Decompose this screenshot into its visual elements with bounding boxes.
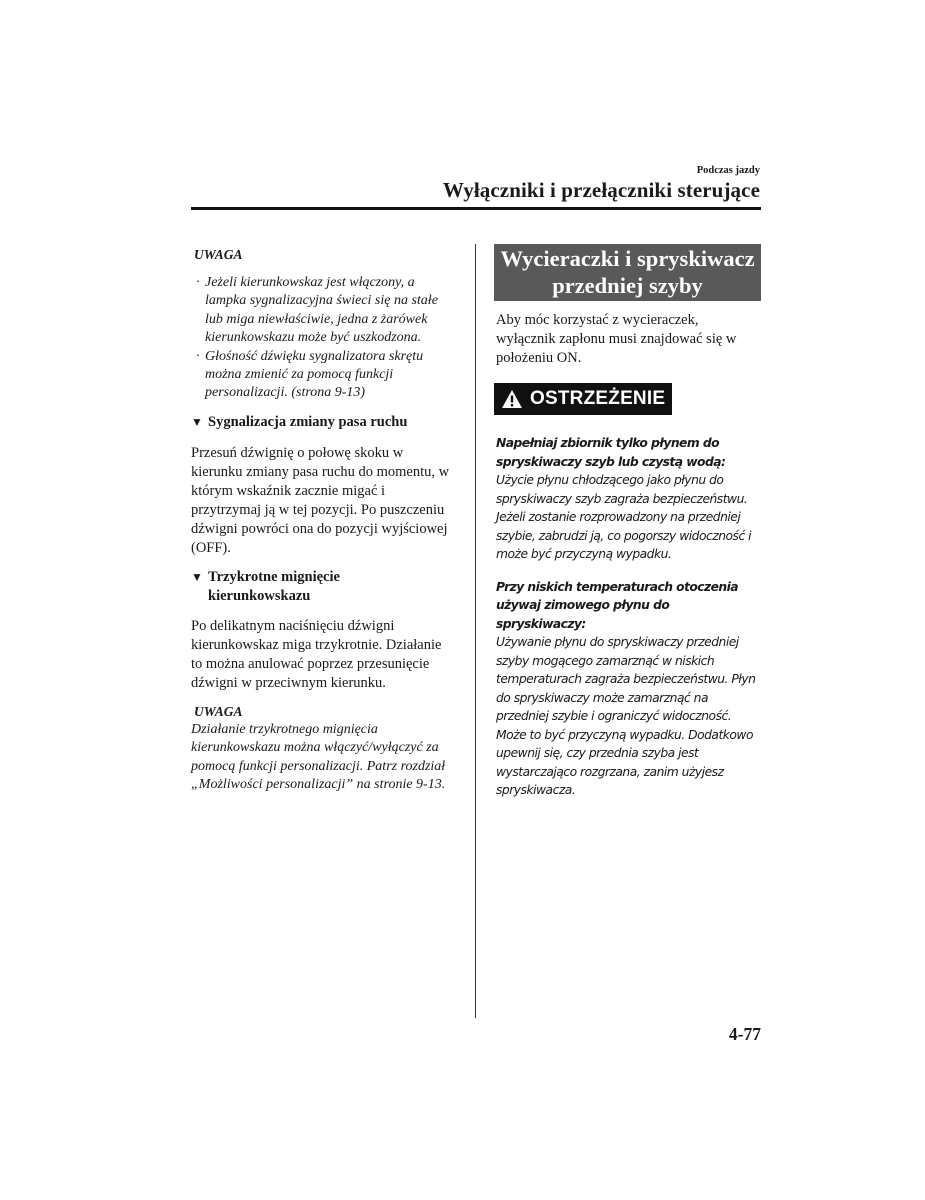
warning-badge bbox=[494, 383, 672, 415]
running-head: Podczas jazdy bbox=[696, 165, 760, 176]
note-bullet-list bbox=[196, 274, 453, 403]
warning-item-title: Napełniaj zbiornik tylko płynem do spryskiwaczy szyb lub czystą wodą: bbox=[496, 436, 726, 469]
section-heading-triple-flash: ▼ Trzykrotne mignięcie kierunkowskazu bbox=[191, 568, 340, 604]
note-label: UWAGA bbox=[194, 703, 243, 719]
warning-label: OSTRZEŻENIE bbox=[530, 388, 666, 409]
warning-item-title: Przy niskich temperaturach otoczenia używaj zimowego płynu do spryskiwaczy: bbox=[496, 579, 739, 631]
note-label: UWAGA bbox=[194, 247, 243, 262]
warning-item-text: Używanie płynu do spryskiwaczy przedniej szyby mogącego zamarznąć w niskich temperaturach zagraża bezpieczeństwu. Płyn do spryskiwaczy może zamarznąć na przedniej szybie i ograniczyć widoczność. Może to być przyczyną wypadku. Dodatkowo upewnij się, czy przednia szyba jest wystarczająco rozgrzana, zanim użyjesz spryskiwacza. bbox=[496, 635, 756, 797]
warning-triangle-icon bbox=[501, 389, 523, 409]
chapter-title: Wyłączniki i przełączniki sterujące bbox=[442, 178, 760, 202]
column-divider bbox=[475, 244, 476, 1018]
warning-item-text: Użycie płynu chłodzącego jako płynu do spryskiwaczy szyb zagraża bezpieczeństwu. Jeżeli zostanie rozprowadzony na przedniej szybie, zabrudzi ją, co pogorszy widoczność i może być przyczyną wypadku. bbox=[496, 473, 752, 561]
note-bullet: · Jeżeli kierunkowskaz jest włączony, a lampka sygnalizacyjna świeci się na stałe lub miga niewłaściwie, jedna z żarówek kierunkowskazu może być uszkodzona. bbox=[196, 274, 453, 348]
left-column bbox=[191, 245, 453, 794]
warning-item bbox=[496, 578, 761, 800]
warning-item bbox=[496, 434, 761, 564]
section-heading-lane-change: ▼ Sygnalizacja zmiany pasa ruchu bbox=[191, 413, 408, 430]
triangle-down-icon: ▼ bbox=[191, 414, 203, 429]
note-text: Działanie trzykrotnego mignięcia kierunkowskazu można włączyć/wyłączyć za pomocą funkcji personalizacji. Patrz rozdział „Możliwości personalizacji” na stronie 9-13. bbox=[191, 721, 446, 793]
wipers-intro: Aby móc korzystać z wycieraczek, wyłącznik zapłonu musi znajdować się w położeniu ON. bbox=[496, 312, 737, 366]
section-body-triple-flash: Po delikatnym naciśnięciu dźwigni kierunkowskaz miga trzykrotnie. Działanie to można anulować poprzez przesunięcie dźwigni w przeciwnym kierunku. bbox=[191, 617, 442, 691]
note-bullet: · Głośność dźwięku sygnalizatora skrętu można zmienić za pomocą funkcji personalizacji. (strona 9-13) bbox=[196, 348, 453, 403]
triangle-down-icon: ▼ bbox=[191, 569, 203, 584]
section-heading-wipers: Wycieraczki i spryskiwacz przedniej szyby bbox=[494, 244, 761, 301]
title-rule bbox=[191, 207, 761, 210]
page-number: 4-77 bbox=[728, 1024, 761, 1044]
section-body-lane-change: Przesuń dźwignię o połowę skoku w kierunku zmiany pasa ruchu do momentu, w którym wskaźnik zacznie migać i przytrzymaj ją w tej pozycji. Po puszczeniu dźwigni powróci ona do pozycji wyjściowej (OFF). bbox=[191, 444, 450, 556]
right-column bbox=[494, 244, 761, 800]
